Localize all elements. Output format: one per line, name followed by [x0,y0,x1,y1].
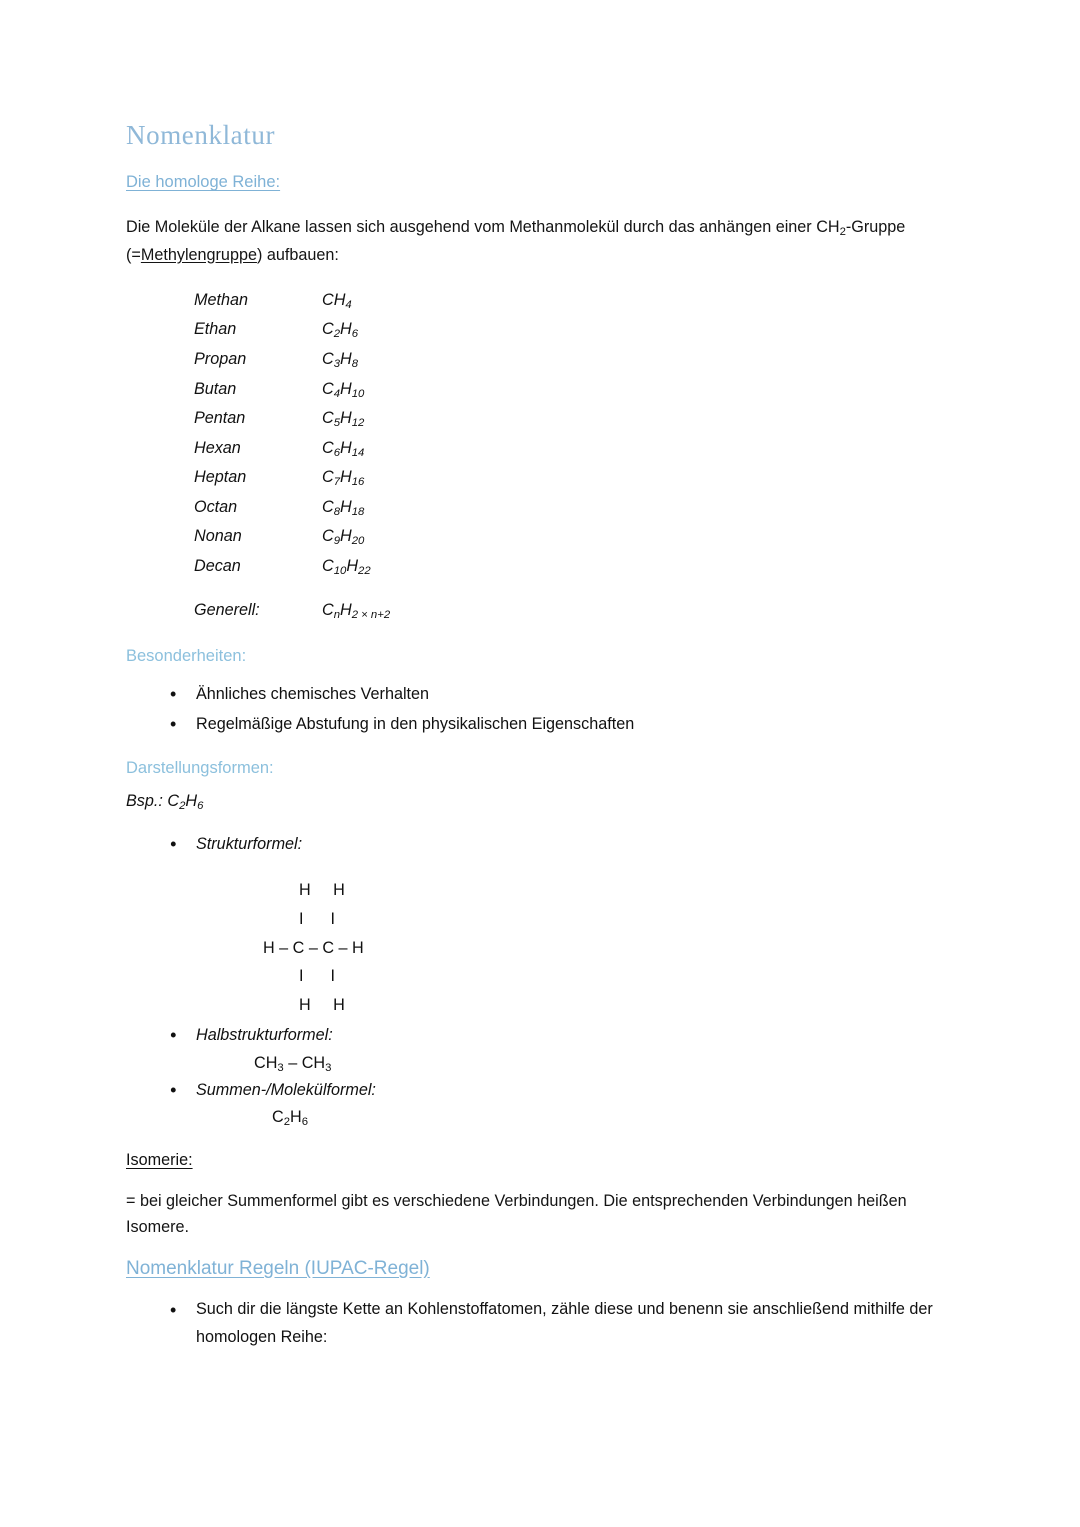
hydrogen-count: 4 [345,298,352,311]
hydrogen-symbol: H [340,438,352,457]
intro-paragraph [126,214,956,268]
section-heading-besonderheiten: Besonderheiten: [126,647,247,666]
hydrogen-symbol: H [340,527,352,546]
hydrogen-symbol: H [340,320,352,339]
structural-formula-diagram [126,878,956,1017]
list-item: • Ähnliches chemisches Verhalten [164,680,956,708]
carbon-symbol: C [322,438,334,457]
alkane-name: Methan [194,290,248,309]
alkane-name: Pentan [194,409,246,428]
list-item-halbstrukturformel: • Halbstrukturformel: [164,1021,956,1049]
carbon-count: 2 [333,328,341,341]
hydrogen-count: 8 [351,358,359,371]
regeln-list [126,1296,956,1352]
alkane-formula [322,493,364,523]
intro-text-underlined: Methylengruppe [140,245,257,264]
carbon-symbol: C [322,349,334,368]
general-hydrogen-count: 2 × n+2 [351,608,391,621]
carbon-symbol: C [322,379,334,398]
alkane-name: Nonan [194,527,242,546]
carbon-count: 8 [333,506,341,518]
alkane-name: Heptan [194,468,247,487]
table-row [194,404,956,434]
general-carbon-count: n [333,608,341,621]
hydrogen-count: 16 [351,476,365,489]
carbon-count: 5 [333,417,341,430]
hydrogen-count: 14 [351,446,365,459]
alkane-formula [322,286,352,316]
struct-line: I I [254,909,335,928]
hydrogen-symbol: H [340,409,352,428]
carbon-symbol: C [322,468,334,487]
hydrogen-symbol: H [340,497,352,516]
hydrogen-count: 12 [351,417,365,430]
example-hydrogen-count: 6 [197,800,204,812]
carbon-count: 7 [333,476,341,489]
example-hydrogen-symbol: H [185,791,198,810]
struct-line: H – C – C – H [254,938,364,957]
list-item-summenformel: • Summen-/Molekülformel: [164,1076,956,1104]
hydrogen-count: 6 [351,328,359,341]
carbon-count: 3 [333,358,341,371]
table-row [194,434,956,464]
general-formula-row [126,596,956,626]
carbon-symbol: C [322,527,334,546]
intro-text-part3: ) aufbauen: [256,245,339,264]
struct-line: H H [254,995,345,1014]
carbon-count: 4 [333,387,341,400]
section-heading-nomenklatur-regeln: Nomenklatur Regeln (IUPAC-Regel) [126,1257,430,1279]
example-carbon-count: 2 [179,800,186,812]
carbon-symbol: C [322,320,334,339]
example-label-text: Bsp.: C [126,791,180,810]
section-heading-isomerie: Isomerie: [126,1150,193,1169]
table-row [194,345,956,375]
halbstrukturformel-list [126,1021,956,1049]
carbon-count: 6 [333,446,341,459]
alkane-formula [322,552,371,582]
alkane-formula [322,463,364,493]
condensed-sub-1: 3 [277,1061,284,1074]
alkane-name: Decan [194,556,241,575]
general-formula-label: Generell: [194,600,260,619]
table-row [194,493,956,523]
molecular-formula: $C_2H_6$ [272,1108,309,1129]
carbon-symbol: C [322,409,334,428]
alkane-name: Octan [194,497,238,516]
alkane-list [126,286,956,582]
carbon-count: 10 [333,565,347,578]
isomerie-text: = bei gleicher Summenformel gibt es verschiedene Verbindungen. Die entsprechenden Verbindungen heißen Isomere. [126,1191,907,1236]
table-row [194,552,956,582]
document-content [126,120,956,1352]
alkane-name: Hexan [194,438,241,457]
hydrogen-symbol: H [346,556,359,575]
molecular-carbon-count: 2 [283,1116,291,1129]
molecular-hydrogen-count: 6 [301,1116,309,1129]
intro-subscript: 2 [839,226,846,239]
alkane-formula [322,375,364,405]
alkane-name: Ethan [194,320,237,339]
table-row [194,463,956,493]
carbon-symbol: C [322,497,334,516]
general-carbon-symbol: C [322,600,334,619]
intro-text-part2: -Gruppe (= [126,218,906,264]
carbon-symbol: C [322,290,334,309]
table-row [194,315,956,345]
hydrogen-count: 10 [351,387,365,400]
intro-text-part1: Die Moleküle der Alkane lassen sich ausgehend vom Methanmolekül durch das anhängen einer CH [126,218,840,236]
table-row [194,375,956,405]
struct-line: I I [254,967,335,986]
page-title: Nomenklatur [126,120,276,150]
hydrogen-count: 22 [358,565,371,578]
summenformel-list [126,1076,956,1104]
carbon-count: 9 [333,535,341,548]
carbon-symbol: C [322,556,334,575]
alkane-name: Propan [194,349,247,368]
example-label [126,792,956,812]
hydrogen-symbol: H [340,468,352,487]
section-heading-darstellungsformen: Darstellungsformen: [126,758,274,777]
alkane-formula [322,522,364,552]
hydrogen-symbol: H [340,379,352,398]
besonderheiten-list [126,680,956,739]
darstellungsformen-list [126,830,956,858]
hydrogen-count: 20 [351,535,365,548]
list-item: • Such dir die längste Kette an Kohlenstoffatomen, zähle diese und benenn sie anschließend mithilfe der homologen Reihe: [164,1296,956,1352]
alkane-formula [322,404,364,434]
alkane-formula [322,345,358,375]
table-row [194,286,956,316]
condensed-formula: $CH_3 - CH_3$ [254,1053,332,1074]
general-formula-value [322,596,390,626]
struct-line: H H [254,881,345,900]
hydrogen-symbol: H [340,349,352,368]
alkane-formula [322,434,364,464]
section-heading-homologe-reihe: Die homologe Reihe: [126,173,281,191]
hydrogen-count: 18 [351,506,365,518]
alkane-name: Butan [194,379,237,398]
alkane-formula [322,315,358,345]
list-item: • Regelmäßige Abstufung in den physikalischen Eigenschaften [164,710,956,738]
list-item-strukturformel: • Strukturformel: [164,830,956,858]
condensed-sub-2: 3 [325,1061,332,1074]
general-hydrogen-symbol: H [340,600,352,619]
table-row [194,522,956,552]
hydrogen-symbol: H [333,290,346,309]
